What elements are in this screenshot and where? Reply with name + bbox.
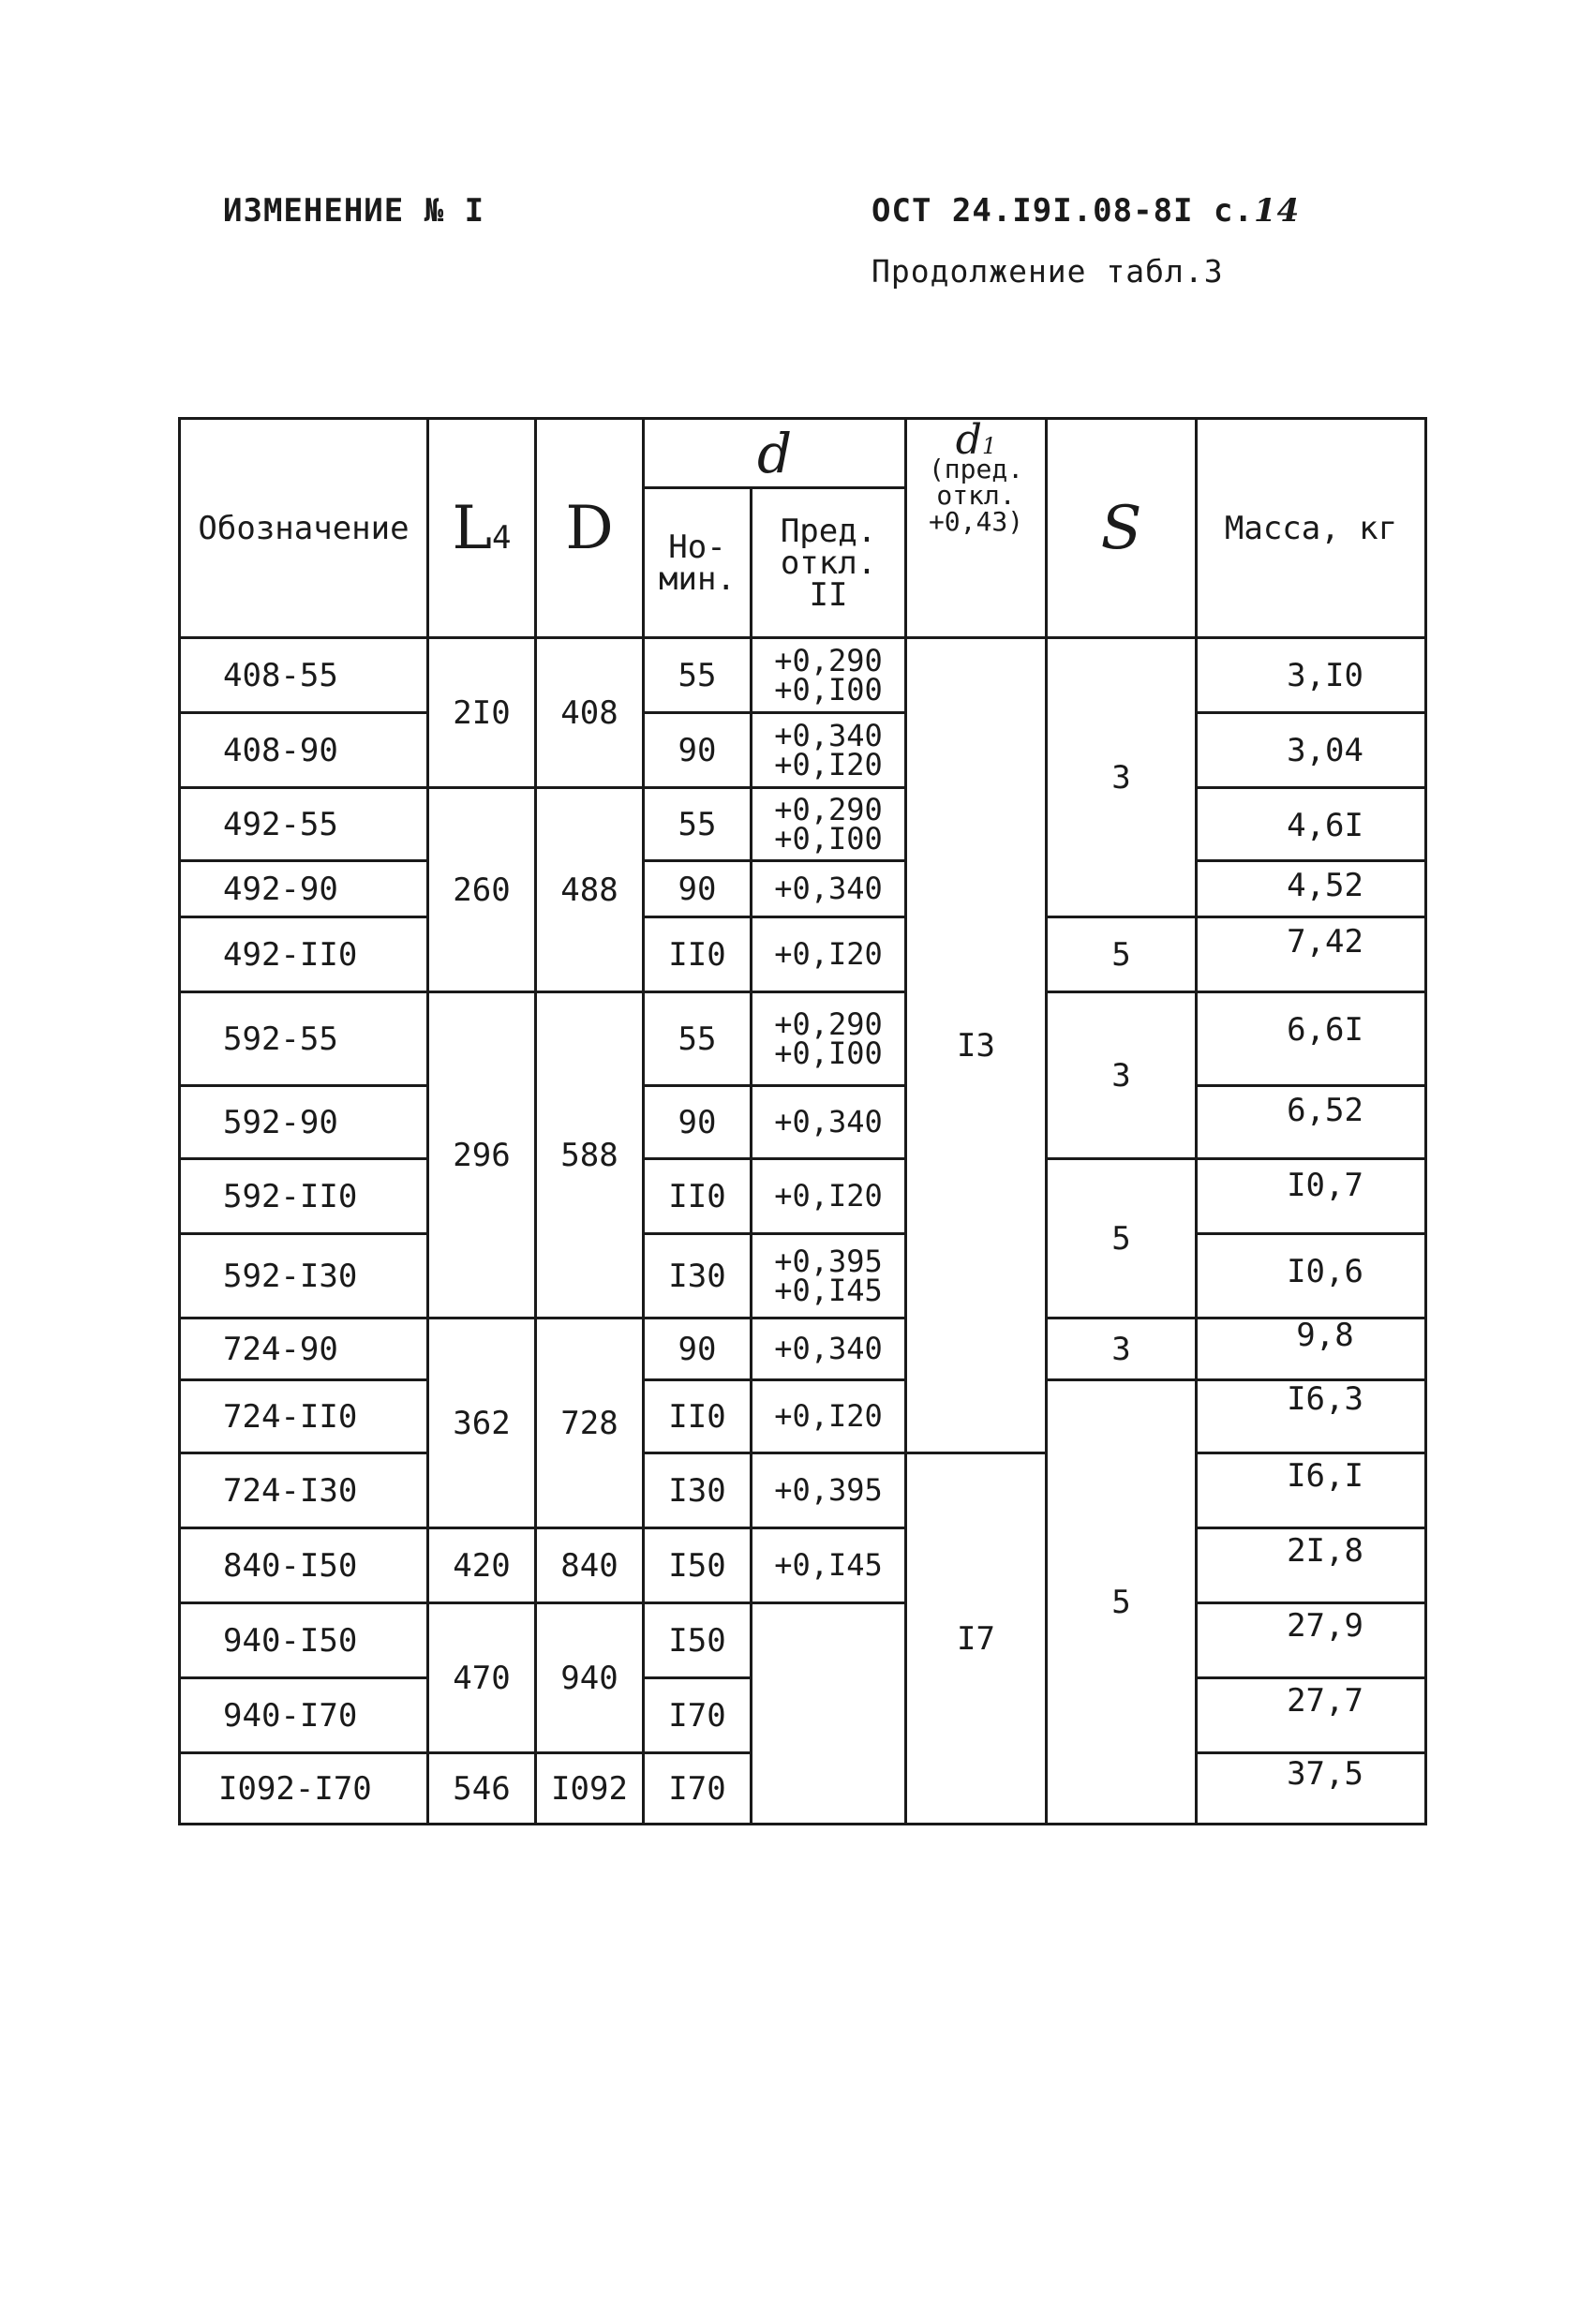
cell-d-deviation: +0,340 xyxy=(752,1086,906,1159)
cell-mass: 9,8 xyxy=(1197,1318,1426,1380)
cell-mass: I0,7 xyxy=(1197,1159,1426,1234)
cell-designation: 592-90 xyxy=(180,1086,428,1159)
cell-S: 3 xyxy=(1047,992,1197,1159)
page-number: 14 xyxy=(1253,192,1301,230)
cell-designation: 840-I50 xyxy=(180,1528,428,1603)
cell-mass: 2I,8 xyxy=(1197,1528,1426,1603)
cell-D: I092 xyxy=(536,1753,644,1825)
cell-mass: 3,04 xyxy=(1197,713,1426,788)
cell-designation: 724-90 xyxy=(180,1318,428,1380)
table-row xyxy=(180,1603,1426,1678)
cell-L4: 470 xyxy=(428,1603,536,1753)
cell-d-nominal: I70 xyxy=(644,1678,752,1753)
cell-d-nominal: II0 xyxy=(644,1380,752,1453)
cell-mass: 6,52 xyxy=(1197,1086,1426,1159)
cell-D: 728 xyxy=(536,1318,644,1528)
cell-mass: 6,6I xyxy=(1197,992,1426,1086)
cell-D: 940 xyxy=(536,1603,644,1753)
table-continuation-label: Продолжение табл.3 xyxy=(871,253,1224,290)
cell-d-deviation: +0,290 +0,I00 xyxy=(752,638,906,713)
table-row xyxy=(180,1159,1426,1234)
header-d-letter: d xyxy=(756,421,793,485)
cell-d-nominal: I30 xyxy=(644,1453,752,1528)
table-row xyxy=(180,861,1426,917)
cell-designation: 408-55 xyxy=(180,638,428,713)
cell-mass: 3,I0 xyxy=(1197,638,1426,713)
header-d-nominal: Но- мин. xyxy=(644,488,752,638)
cell-d-nominal: I50 xyxy=(644,1603,752,1678)
header-S-letter: S xyxy=(1100,493,1142,563)
header-d1-letter xyxy=(907,416,1045,464)
cell-d-deviation: +0,I45 xyxy=(752,1528,906,1603)
change-notice-title: ИЗМЕНЕНИЕ № I xyxy=(223,192,485,230)
table-row xyxy=(180,1318,1426,1380)
cell-L4: 362 xyxy=(428,1318,536,1528)
cell-d-deviation: +0,340 xyxy=(752,1318,906,1380)
cell-designation: 592-55 xyxy=(180,992,428,1086)
flange-spec-table xyxy=(178,417,1427,1825)
cell-d1: I7 xyxy=(906,1453,1047,1825)
header-S xyxy=(1047,419,1197,638)
header-d1-sub: 1 xyxy=(981,433,997,459)
cell-designation: 724-II0 xyxy=(180,1380,428,1453)
standard-reference xyxy=(871,192,1300,230)
header-L4 xyxy=(428,419,536,638)
cell-S: 5 xyxy=(1047,917,1197,992)
header-d1-note: (пред. откл. +0,43) xyxy=(928,454,1024,538)
cell-d-deviation: +0,I20 xyxy=(752,917,906,992)
cell-mass: 37,5 xyxy=(1197,1753,1426,1825)
cell-d-deviation: +0,395 xyxy=(752,1453,906,1528)
table-row xyxy=(180,713,1426,788)
cell-mass: I6,I xyxy=(1197,1453,1426,1528)
cell-L4: 546 xyxy=(428,1753,536,1825)
standard-number: ОСТ 24.I9I.08-8I с. xyxy=(871,192,1254,230)
cell-S: 5 xyxy=(1047,1380,1197,1825)
cell-d-nominal: II0 xyxy=(644,917,752,992)
cell-L4: 260 xyxy=(428,788,536,992)
cell-S: 3 xyxy=(1047,1318,1197,1380)
cell-mass: I6,3 xyxy=(1197,1380,1426,1453)
cell-d-nominal: 55 xyxy=(644,992,752,1086)
header-D-letter: D xyxy=(565,493,614,563)
table-row xyxy=(180,1380,1426,1453)
cell-mass: 7,42 xyxy=(1197,917,1426,992)
cell-designation: 408-90 xyxy=(180,713,428,788)
cell-mass: 4,52 xyxy=(1197,861,1426,917)
cell-d-deviation: +0,340 xyxy=(752,861,906,917)
cell-d-nominal: 90 xyxy=(644,1086,752,1159)
table-row xyxy=(180,1086,1426,1159)
cell-designation: 940-I70 xyxy=(180,1678,428,1753)
cell-mass: 27,9 xyxy=(1197,1603,1426,1678)
cell-mass: 27,7 xyxy=(1197,1678,1426,1753)
cell-d-nominal: 90 xyxy=(644,713,752,788)
cell-designation: 492-55 xyxy=(180,788,428,861)
cell-d-deviation: +0,290 +0,I00 xyxy=(752,992,906,1086)
cell-d-deviation: +0,290 +0,I00 xyxy=(752,788,906,861)
cell-d-nominal: 90 xyxy=(644,861,752,917)
header-d1-d: d xyxy=(955,416,982,464)
cell-designation: 592-I30 xyxy=(180,1234,428,1318)
table-row xyxy=(180,1234,1426,1318)
cell-designation: 940-I50 xyxy=(180,1603,428,1678)
cell-D: 588 xyxy=(536,992,644,1318)
cell-L4: 296 xyxy=(428,992,536,1318)
cell-designation: 492-90 xyxy=(180,861,428,917)
table-row xyxy=(180,992,1426,1086)
cell-L4: 420 xyxy=(428,1528,536,1603)
cell-d-nominal: 90 xyxy=(644,1318,752,1380)
table-row xyxy=(180,1528,1426,1603)
cell-D: 840 xyxy=(536,1528,644,1603)
header-d-deviation: Пред. откл. II xyxy=(752,488,906,638)
cell-designation: 724-I30 xyxy=(180,1453,428,1528)
header-L4-sub: 4 xyxy=(492,518,512,557)
cell-d-deviation-empty xyxy=(752,1603,906,1825)
cell-d-deviation: +0,I20 xyxy=(752,1159,906,1234)
cell-designation: I092-I70 xyxy=(180,1753,428,1825)
cell-d-nominal: I70 xyxy=(644,1753,752,1825)
cell-d1: I3 xyxy=(906,638,1047,1453)
cell-mass: I0,6 xyxy=(1197,1234,1426,1318)
cell-mass: 4,6I xyxy=(1197,788,1426,861)
cell-d-nominal: I30 xyxy=(644,1234,752,1318)
cell-S: 5 xyxy=(1047,1159,1197,1318)
cell-designation: 592-II0 xyxy=(180,1159,428,1234)
cell-d-nominal: II0 xyxy=(644,1159,752,1234)
table-row xyxy=(180,638,1426,713)
cell-d-nominal: 55 xyxy=(644,788,752,861)
cell-d-deviation: +0,395 +0,I45 xyxy=(752,1234,906,1318)
table-row xyxy=(180,1453,1426,1528)
table-row xyxy=(180,788,1426,861)
header-d1 xyxy=(906,416,1047,638)
header-D xyxy=(536,419,644,638)
cell-D: 408 xyxy=(536,638,644,788)
header-mass: Масса, кг xyxy=(1197,419,1426,638)
header-L4-letter: L xyxy=(452,493,492,563)
cell-d-nominal: I50 xyxy=(644,1528,752,1603)
header-d xyxy=(644,419,906,488)
header-designation: Обозначение xyxy=(180,419,428,638)
cell-d-deviation: +0,I20 xyxy=(752,1380,906,1453)
cell-L4: 2I0 xyxy=(428,638,536,788)
cell-d-nominal: 55 xyxy=(644,638,752,713)
cell-designation: 492-II0 xyxy=(180,917,428,992)
cell-d-deviation: +0,340 +0,I20 xyxy=(752,713,906,788)
table-row xyxy=(180,917,1426,992)
cell-D: 488 xyxy=(536,788,644,992)
cell-S: 3 xyxy=(1047,638,1197,917)
